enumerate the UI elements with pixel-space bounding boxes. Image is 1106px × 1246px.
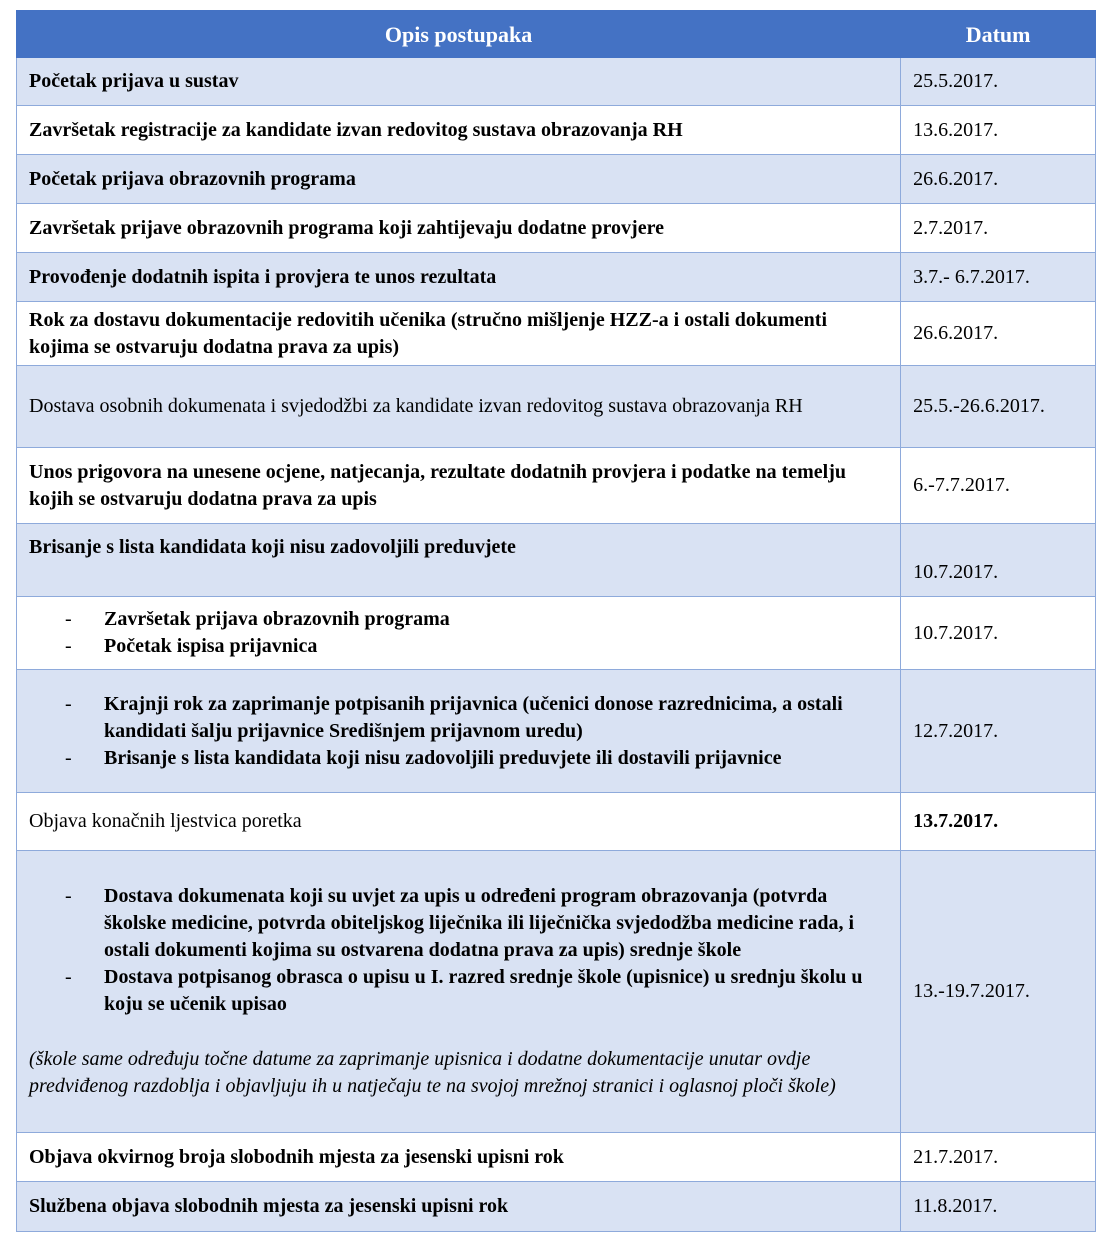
row-date: 13.6.2017. — [901, 106, 1096, 155]
list-item: - Brisanje s lista kandidata koji nisu zadovoljili preduvjete ili dostavili prijavnice — [65, 745, 888, 772]
bullet-list — [29, 883, 888, 1018]
table-row — [17, 155, 1096, 204]
table-row — [17, 670, 1096, 793]
row-description — [17, 851, 901, 1133]
table-row — [17, 253, 1096, 302]
list-item: - Završetak prijava obrazovnih programa — [65, 606, 888, 633]
list-item: - Početak ispisa prijavnica — [65, 633, 888, 660]
table-row — [17, 302, 1096, 366]
table-row — [17, 1133, 1096, 1182]
row-description: Završetak prijave obrazovnih programa koji zahtijevaju dodatne provjere — [17, 204, 901, 253]
row-date: 12.7.2017. — [901, 670, 1096, 793]
row-description: Brisanje s lista kandidata koji nisu zadovoljili preduvjete — [17, 524, 901, 597]
row-description: Objava konačnih ljestvica poretka — [17, 793, 901, 851]
table-row — [17, 1182, 1096, 1232]
row-description — [17, 670, 901, 793]
row-date: 13.-19.7.2017. — [901, 851, 1096, 1133]
row-date: 6.-7.7.2017. — [901, 448, 1096, 524]
table-row — [17, 58, 1096, 106]
table-row — [17, 106, 1096, 155]
row-date: 21.7.2017. — [901, 1133, 1096, 1182]
row-description: Početak prijava u sustav — [17, 58, 901, 106]
row-date: 26.6.2017. — [901, 302, 1096, 366]
bullet-list — [29, 691, 888, 772]
row-date: 10.7.2017. — [901, 597, 1096, 670]
table-row — [17, 793, 1096, 851]
row-date: 3.7.- 6.7.2017. — [901, 253, 1096, 302]
row-note: (škole same određuju točne datume za zaprimanje upisnica i dodatne dokumentacije unutar ovdje predviđenog razdoblja i objavljuju ih u natječaju te na svojoj mrežnoj stranici i oglasnoj ploči škole) — [29, 1048, 836, 1097]
row-date: 26.6.2017. — [901, 155, 1096, 204]
row-description: Provođenje dodatnih ispita i provjera te unos rezultata — [17, 253, 901, 302]
row-description: Službena objava slobodnih mjesta za jesenski upisni rok — [17, 1182, 901, 1232]
row-date: 11.8.2017. — [901, 1182, 1096, 1232]
row-description: Dostava osobnih dokumenata i svjedodžbi za kandidate izvan redovitog sustava obrazovanja RH — [17, 366, 901, 448]
row-description: Početak prijava obrazovnih programa — [17, 155, 901, 204]
header-row — [17, 11, 1096, 58]
row-description: Završetak registracije za kandidate izvan redovitog sustava obrazovanja RH — [17, 106, 901, 155]
row-date: 13.7.2017. — [901, 793, 1096, 851]
table-row — [17, 366, 1096, 448]
table-row — [17, 851, 1096, 1133]
row-description: Unos prigovora na unesene ocjene, natjecanja, rezultate dodatnih provjera i podatke na temelju kojih se ostvaruju dodatna prava za upis — [17, 448, 901, 524]
list-item: - Dostava potpisanog obrasca o upisu u I. razred srednje škole (upisnice) u srednju školu u koju se učenik upisao — [65, 964, 888, 1018]
row-date: 10.7.2017. — [901, 524, 1096, 597]
row-description: Rok za dostavu dokumentacije redovitih učenika (stručno mišljenje HZZ-a i ostali dokumenti kojima se ostvaruju dodatna prava za upis) — [17, 302, 901, 366]
table-row — [17, 448, 1096, 524]
table-row — [17, 524, 1096, 597]
header-description: Opis postupaka — [17, 11, 901, 58]
header-date: Datum — [901, 11, 1096, 58]
schedule-table — [16, 10, 1096, 1232]
list-item: - Dostava dokumenata koji su uvjet za upis u određeni program obrazovanja (potvrda školske medicine, potvrda obiteljskog liječnika ili liječnička svjedodžba medicine rada, i ostali dokumenti kojima su ostvarena dodatna prava za upis) srednje škole — [65, 883, 888, 964]
row-date: 25.5.-26.6.2017. — [901, 366, 1096, 448]
row-description — [17, 597, 901, 670]
table-row — [17, 204, 1096, 253]
list-item: - Krajnji rok za zaprimanje potpisanih prijavnica (učenici donose razrednicima, a ostali kandidati šalju prijavnice Središnjem prijavnom uredu) — [65, 691, 888, 745]
row-description: Objava okvirnog broja slobodnih mjesta za jesenski upisni rok — [17, 1133, 901, 1182]
table-row — [17, 597, 1096, 670]
row-date: 2.7.2017. — [901, 204, 1096, 253]
bullet-list — [29, 606, 888, 660]
row-date: 25.5.2017. — [901, 58, 1096, 106]
